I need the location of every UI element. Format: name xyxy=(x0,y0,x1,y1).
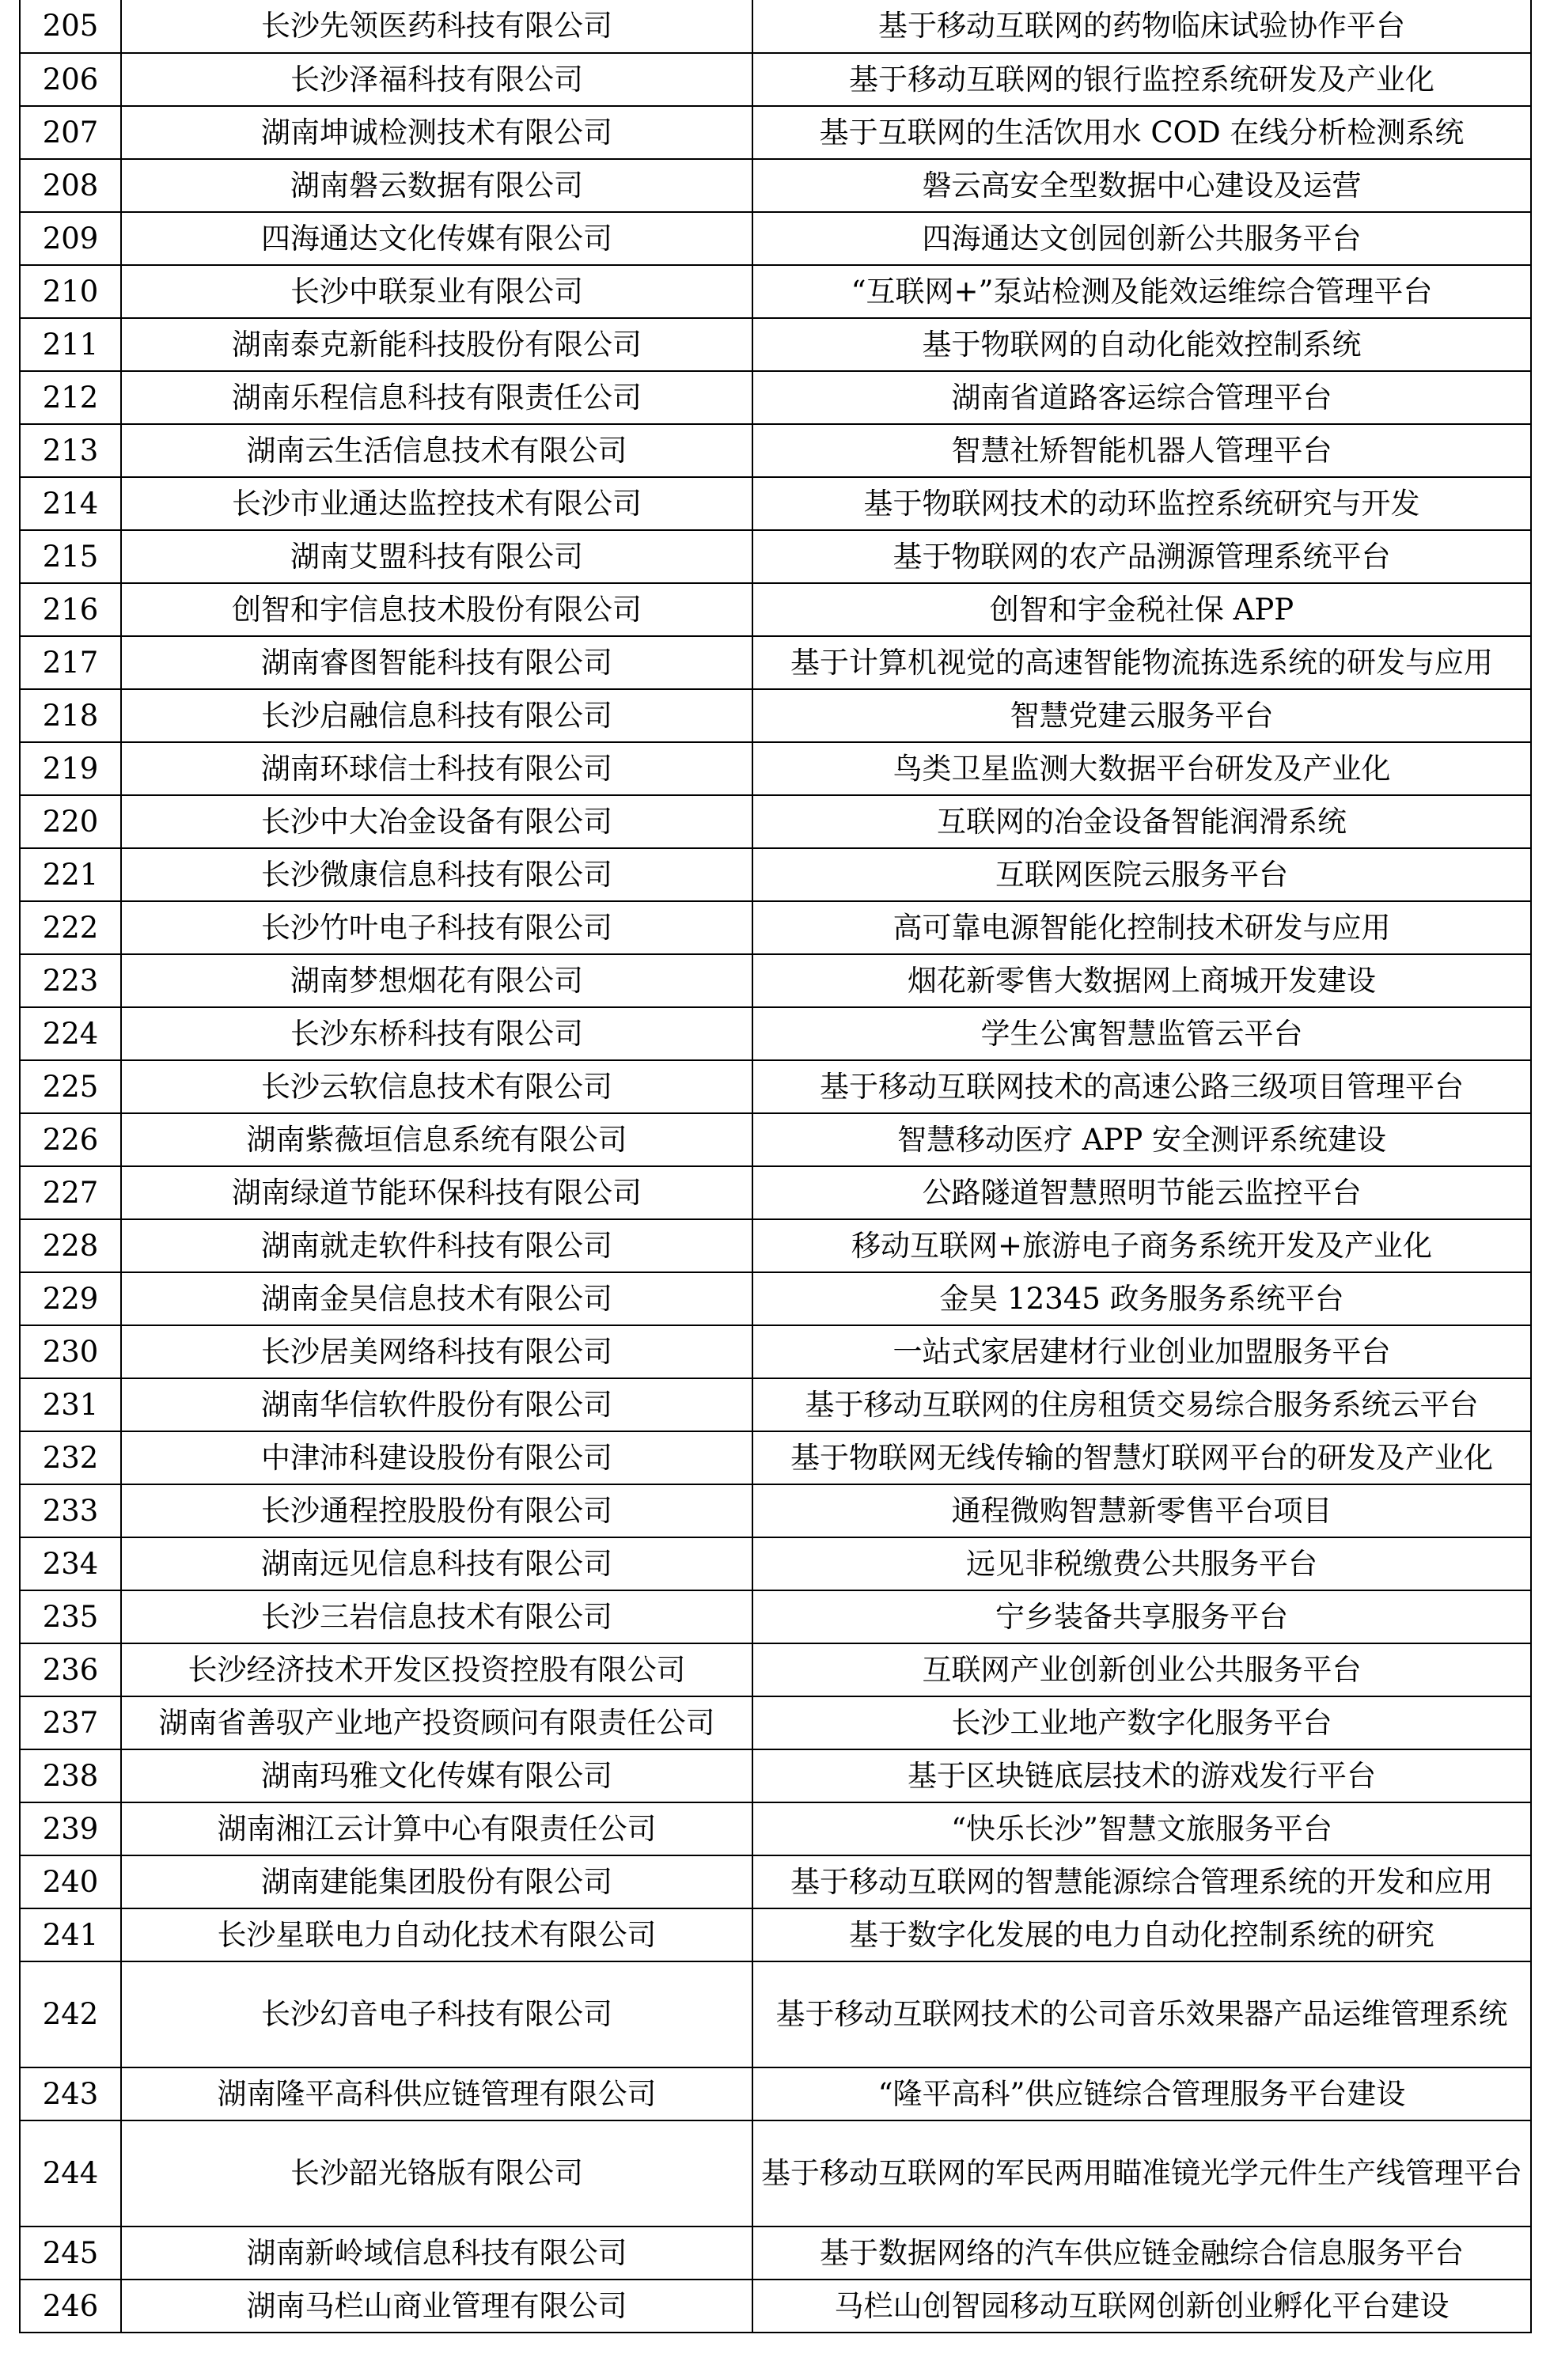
row-number: 224 xyxy=(20,1007,121,1060)
company-name: 湖南新岭域信息科技有限公司 xyxy=(121,2227,752,2280)
company-name: 湖南隆平高科供应链管理有限公司 xyxy=(121,2067,752,2120)
company-name: 长沙启融信息科技有限公司 xyxy=(121,689,752,742)
row-number: 242 xyxy=(20,1961,121,2067)
project-name: 基于物联网的自动化能效控制系统 xyxy=(752,318,1531,371)
row-number: 236 xyxy=(20,1643,121,1696)
row-number: 226 xyxy=(20,1113,121,1166)
project-name: 一站式家居建材行业创业加盟服务平台 xyxy=(752,1325,1531,1378)
company-name: 湖南金昊信息技术有限公司 xyxy=(121,1272,752,1325)
table-row xyxy=(20,371,1531,424)
project-name: 宁乡装备共享服务平台 xyxy=(752,1590,1531,1643)
table-row xyxy=(20,1007,1531,1060)
table-row xyxy=(20,742,1531,795)
project-name: 创智和宇金税社保 APP xyxy=(752,583,1531,636)
company-name: 中津沛科建设股份有限公司 xyxy=(121,1431,752,1484)
table-row xyxy=(20,1219,1531,1272)
row-number: 220 xyxy=(20,795,121,848)
table-row xyxy=(20,954,1531,1007)
project-name: 基于移动互联网的住房租赁交易综合服务系统云平台 xyxy=(752,1378,1531,1431)
company-name: 长沙星联电力自动化技术有限公司 xyxy=(121,1908,752,1961)
project-name: 公路隧道智慧照明节能云监控平台 xyxy=(752,1166,1531,1219)
row-number: 218 xyxy=(20,689,121,742)
company-name: 湖南睿图智能科技有限公司 xyxy=(121,636,752,689)
project-name: 互联网产业创新创业公共服务平台 xyxy=(752,1643,1531,1696)
project-name: 基于数据网络的汽车供应链金融综合信息服务平台 xyxy=(752,2227,1531,2280)
project-name: 基于移动互联网的药物临床试验协作平台 xyxy=(752,0,1531,53)
project-name: 通程微购智慧新零售平台项目 xyxy=(752,1484,1531,1537)
table-row xyxy=(20,2067,1531,2120)
company-name: 长沙幻音电子科技有限公司 xyxy=(121,1961,752,2067)
project-name: 马栏山创智园移动互联网创新创业孵化平台建设 xyxy=(752,2280,1531,2333)
project-name: 移动互联网+旅游电子商务系统开发及产业化 xyxy=(752,1219,1531,1272)
row-number: 233 xyxy=(20,1484,121,1537)
project-name: 基于移动互联网技术的高速公路三级项目管理平台 xyxy=(752,1060,1531,1113)
table-row xyxy=(20,477,1531,530)
company-name: 湖南乐程信息科技有限责任公司 xyxy=(121,371,752,424)
company-name: 创智和宇信息技术股份有限公司 xyxy=(121,583,752,636)
table-row xyxy=(20,1113,1531,1166)
table-row xyxy=(20,1431,1531,1484)
project-name: 基于移动互联网的军民两用瞄准镜光学元件生产线管理平台 xyxy=(752,2120,1531,2227)
company-name: 湖南紫薇垣信息系统有限公司 xyxy=(121,1113,752,1166)
row-number: 213 xyxy=(20,424,121,477)
table-row xyxy=(20,318,1531,371)
row-number: 223 xyxy=(20,954,121,1007)
table-row xyxy=(20,689,1531,742)
row-number: 228 xyxy=(20,1219,121,1272)
company-name: 四海通达文化传媒有限公司 xyxy=(121,212,752,265)
row-number: 230 xyxy=(20,1325,121,1378)
row-number: 235 xyxy=(20,1590,121,1643)
company-name: 长沙通程控股股份有限公司 xyxy=(121,1484,752,1537)
table-row xyxy=(20,1060,1531,1113)
company-name: 湖南湘江云计算中心有限责任公司 xyxy=(121,1802,752,1855)
company-name: 长沙三岩信息技术有限公司 xyxy=(121,1590,752,1643)
row-number: 215 xyxy=(20,530,121,583)
company-name: 湖南就走软件科技有限公司 xyxy=(121,1219,752,1272)
table-row xyxy=(20,159,1531,212)
table-row xyxy=(20,530,1531,583)
table-row xyxy=(20,2227,1531,2280)
table-row xyxy=(20,2280,1531,2333)
company-name: 湖南梦想烟花有限公司 xyxy=(121,954,752,1007)
row-number: 238 xyxy=(20,1749,121,1802)
project-name: 基于移动互联网的智慧能源综合管理系统的开发和应用 xyxy=(752,1855,1531,1908)
table-row xyxy=(20,1749,1531,1802)
project-name: 基于物联网无线传输的智慧灯联网平台的研发及产业化 xyxy=(752,1431,1531,1484)
row-number: 229 xyxy=(20,1272,121,1325)
row-number: 206 xyxy=(20,53,121,106)
row-number: 205 xyxy=(20,0,121,53)
company-name: 长沙中大冶金设备有限公司 xyxy=(121,795,752,848)
row-number: 237 xyxy=(20,1696,121,1749)
table-row xyxy=(20,0,1531,53)
row-number: 219 xyxy=(20,742,121,795)
table-row xyxy=(20,901,1531,954)
project-name: 金昊 12345 政务服务系统平台 xyxy=(752,1272,1531,1325)
company-name: 长沙韶光铬版有限公司 xyxy=(121,2120,752,2227)
company-name: 长沙泽福科技有限公司 xyxy=(121,53,752,106)
row-number: 231 xyxy=(20,1378,121,1431)
project-name: 基于区块链底层技术的游戏发行平台 xyxy=(752,1749,1531,1802)
row-number: 222 xyxy=(20,901,121,954)
table-row xyxy=(20,265,1531,318)
table-row xyxy=(20,1272,1531,1325)
row-number: 244 xyxy=(20,2120,121,2227)
company-name: 湖南绿道节能环保科技有限公司 xyxy=(121,1166,752,1219)
company-name: 长沙竹叶电子科技有限公司 xyxy=(121,901,752,954)
row-number: 216 xyxy=(20,583,121,636)
project-name: 鸟类卫星监测大数据平台研发及产业化 xyxy=(752,742,1531,795)
table-row xyxy=(20,1378,1531,1431)
project-name: “互联网+”泵站检测及能效运维综合管理平台 xyxy=(752,265,1531,318)
company-name: 湖南建能集团股份有限公司 xyxy=(121,1855,752,1908)
table-row xyxy=(20,1802,1531,1855)
company-name: 湖南远见信息科技有限公司 xyxy=(121,1537,752,1590)
row-number: 240 xyxy=(20,1855,121,1908)
project-name: 远见非税缴费公共服务平台 xyxy=(752,1537,1531,1590)
company-name: 长沙微康信息科技有限公司 xyxy=(121,848,752,901)
table-row xyxy=(20,848,1531,901)
company-name: 长沙先领医药科技有限公司 xyxy=(121,0,752,53)
table-row xyxy=(20,53,1531,106)
table-row xyxy=(20,1961,1531,2067)
table-row xyxy=(20,1643,1531,1696)
company-name: 湖南玛雅文化传媒有限公司 xyxy=(121,1749,752,1802)
project-name: 磐云高安全型数据中心建设及运营 xyxy=(752,159,1531,212)
table-row xyxy=(20,1696,1531,1749)
project-name: 基于物联网的农产品溯源管理系统平台 xyxy=(752,530,1531,583)
table-row xyxy=(20,424,1531,477)
project-name: 基于物联网技术的动环监控系统研究与开发 xyxy=(752,477,1531,530)
row-number: 245 xyxy=(20,2227,121,2280)
table-row xyxy=(20,1590,1531,1643)
project-name: 四海通达文创园创新公共服务平台 xyxy=(752,212,1531,265)
row-number: 227 xyxy=(20,1166,121,1219)
row-number: 207 xyxy=(20,106,121,159)
project-name: 基于互联网的生活饮用水 COD 在线分析检测系统 xyxy=(752,106,1531,159)
company-name: 长沙居美网络科技有限公司 xyxy=(121,1325,752,1378)
table-row xyxy=(20,2120,1531,2227)
project-name: 基于计算机视觉的高速智能物流拣选系统的研发与应用 xyxy=(752,636,1531,689)
row-number: 210 xyxy=(20,265,121,318)
project-name: “快乐长沙”智慧文旅服务平台 xyxy=(752,1802,1531,1855)
row-number: 225 xyxy=(20,1060,121,1113)
table-row xyxy=(20,1537,1531,1590)
project-name: 基于移动互联网的银行监控系统研发及产业化 xyxy=(752,53,1531,106)
row-number: 246 xyxy=(20,2280,121,2333)
project-name: 学生公寓智慧监管云平台 xyxy=(752,1007,1531,1060)
project-name: 互联网的冶金设备智能润滑系统 xyxy=(752,795,1531,848)
project-name: 长沙工业地产数字化服务平台 xyxy=(752,1696,1531,1749)
row-number: 217 xyxy=(20,636,121,689)
table-row xyxy=(20,795,1531,848)
row-number: 243 xyxy=(20,2067,121,2120)
table-row xyxy=(20,1166,1531,1219)
company-name: 湖南省善驭产业地产投资顾问有限责任公司 xyxy=(121,1696,752,1749)
project-name: “隆平高科”供应链综合管理服务平台建设 xyxy=(752,2067,1531,2120)
row-number: 214 xyxy=(20,477,121,530)
project-name: 智慧社矫智能机器人管理平台 xyxy=(752,424,1531,477)
project-name: 互联网医院云服务平台 xyxy=(752,848,1531,901)
company-name: 湖南环球信士科技有限公司 xyxy=(121,742,752,795)
row-number: 241 xyxy=(20,1908,121,1961)
table-row xyxy=(20,106,1531,159)
row-number: 212 xyxy=(20,371,121,424)
project-name: 智慧移动医疗 APP 安全测评系统建设 xyxy=(752,1113,1531,1166)
row-number: 208 xyxy=(20,159,121,212)
company-name: 湖南云生活信息技术有限公司 xyxy=(121,424,752,477)
project-table xyxy=(19,0,1532,2333)
company-name: 湖南坤诚检测技术有限公司 xyxy=(121,106,752,159)
company-name: 长沙中联泵业有限公司 xyxy=(121,265,752,318)
table-row xyxy=(20,636,1531,689)
table-row xyxy=(20,583,1531,636)
company-name: 湖南磐云数据有限公司 xyxy=(121,159,752,212)
project-name: 智慧党建云服务平台 xyxy=(752,689,1531,742)
company-name: 长沙市业通达监控技术有限公司 xyxy=(121,477,752,530)
table-row xyxy=(20,1908,1531,1961)
table-row xyxy=(20,212,1531,265)
row-number: 239 xyxy=(20,1802,121,1855)
company-name: 长沙经济技术开发区投资控股有限公司 xyxy=(121,1643,752,1696)
company-name: 湖南泰克新能科技股份有限公司 xyxy=(121,318,752,371)
row-number: 232 xyxy=(20,1431,121,1484)
project-table-body xyxy=(20,0,1531,2333)
company-name: 长沙云软信息技术有限公司 xyxy=(121,1060,752,1113)
table-row xyxy=(20,1855,1531,1908)
project-name: 烟花新零售大数据网上商城开发建设 xyxy=(752,954,1531,1007)
project-name: 基于移动互联网技术的公司音乐效果器产品运维管理系统 xyxy=(752,1961,1531,2067)
table-row xyxy=(20,1484,1531,1537)
project-name: 基于数字化发展的电力自动化控制系统的研究 xyxy=(752,1908,1531,1961)
row-number: 221 xyxy=(20,848,121,901)
company-name: 长沙东桥科技有限公司 xyxy=(121,1007,752,1060)
row-number: 211 xyxy=(20,318,121,371)
company-name: 湖南艾盟科技有限公司 xyxy=(121,530,752,583)
table-row xyxy=(20,1325,1531,1378)
project-name: 高可靠电源智能化控制技术研发与应用 xyxy=(752,901,1531,954)
company-name: 湖南马栏山商业管理有限公司 xyxy=(121,2280,752,2333)
project-name: 湖南省道路客运综合管理平台 xyxy=(752,371,1531,424)
row-number: 234 xyxy=(20,1537,121,1590)
row-number: 209 xyxy=(20,212,121,265)
company-name: 湖南华信软件股份有限公司 xyxy=(121,1378,752,1431)
